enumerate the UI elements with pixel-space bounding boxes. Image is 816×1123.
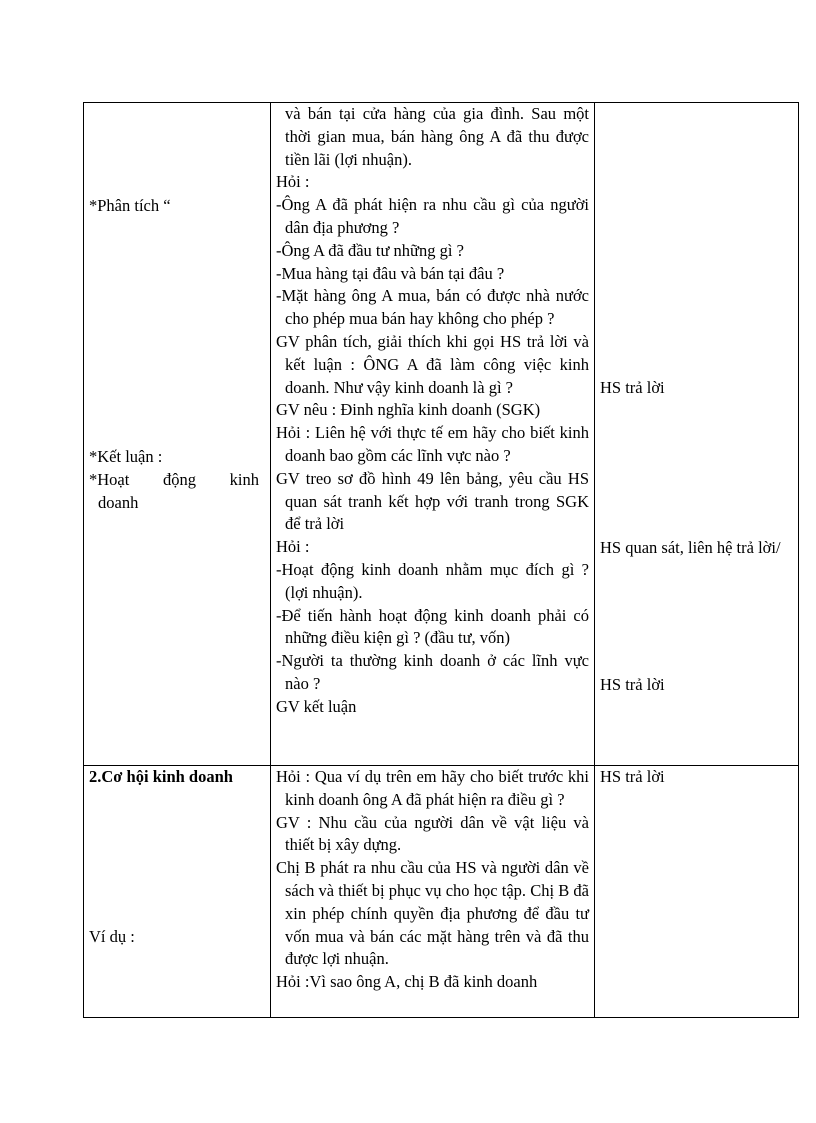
activity-cell <box>271 766 595 1018</box>
student-answer: HS trả lời <box>600 767 665 786</box>
activity-cell <box>271 103 595 766</box>
student-answer: HS quan sát, liên hệ trả lời/ <box>600 538 781 557</box>
paragraph: GV treo sơ đồ hình 49 lên bảng, yêu cầu HS quan sát tranh kết hợp với tranh trong SGK để trả lời <box>276 468 589 534</box>
table-row <box>84 103 799 766</box>
table-row <box>84 766 799 1018</box>
paragraph: -Mặt hàng ông A mua, bán có được nhà nước cho phép mua bán hay không cho phép ? <box>276 286 589 329</box>
paragraph: -Để tiến hành hoạt động kinh doanh phải có những điều kiện gì ? (đầu tư, vốn) <box>276 605 589 648</box>
paragraph: Hỏi : <box>276 537 310 557</box>
section-heading: 2.Cơ hội kinh doanh <box>89 767 233 786</box>
word: động <box>162 470 196 489</box>
paragraph: -Mua hàng tại đâu và bán tại đâu ? <box>276 263 505 283</box>
label-phan-tich: *Phân tích “ <box>89 196 171 215</box>
paragraph: Hỏi : <box>276 172 310 192</box>
word: *Hoạt <box>89 470 130 489</box>
label-vi-du: Ví dụ : <box>89 927 135 946</box>
lesson-plan-table <box>83 102 799 1018</box>
paragraph: Hỏi : Liên hệ với thực tế em hãy cho biết kinh doanh bao gồm các lĩnh vực nào ? <box>276 423 589 465</box>
content-cell <box>84 103 271 766</box>
content-cell <box>84 766 271 1018</box>
paragraph: -Ông A đã đầu tư những gì ? <box>276 240 464 260</box>
paragraph: GV kết luận <box>276 696 357 716</box>
word: kinh <box>229 470 259 489</box>
word: doanh <box>98 492 139 512</box>
label-ket-luan: *Kết luận : <box>89 447 163 466</box>
paragraph: và bán tại cửa hàng của gia đình. Sau một thời gian mua, bán hàng ông A đã thu được tiền lãi (lợi nhuận). <box>285 104 589 169</box>
student-cell <box>595 766 799 1018</box>
paragraph: GV : Nhu cầu của người dân về vật liệu và thiết bị xây dựng. <box>276 812 589 855</box>
student-answer: HS trả lời <box>600 378 665 397</box>
paragraph: Hỏi : Qua ví dụ trên em hãy cho biết trước khi kinh doanh ông A đã phát hiện ra điều gì ? <box>276 767 589 809</box>
paragraph: -Người ta thường kinh doanh ở các lĩnh vực nào ? <box>276 651 589 693</box>
paragraph: GV phân tích, giải thích khi gọi HS trả lời và kết luận : ÔNG A đã làm công việc kinh doanh. Như vậy kinh doanh là gì ? <box>276 331 589 397</box>
paragraph: GV nêu : Đinh nghĩa kinh doanh (SGK) <box>276 400 541 420</box>
student-answer: HS trả lời <box>600 675 665 694</box>
paragraph: Chị B phát ra nhu cầu của HS và người dân về sách và thiết bị phục vụ cho học tập. Chị B đã xin phép chính quyền địa phương để đầu tư vốn mua và bán các mặt hàng trên và đã thu được lợi nhuận. <box>276 858 589 969</box>
paragraph: -Hoạt động kinh doanh nhằm mục đích gì ? (lợi nhuận). <box>276 559 589 602</box>
label-hoat-dong-kinh-doanh <box>89 469 261 515</box>
student-cell <box>595 103 799 766</box>
paragraph: Hỏi :Vì sao ông A, chị B đã kinh doanh <box>276 972 538 992</box>
paragraph: -Ông A đã phát hiện ra nhu cầu gì của người dân địa phương ? <box>276 195 589 237</box>
